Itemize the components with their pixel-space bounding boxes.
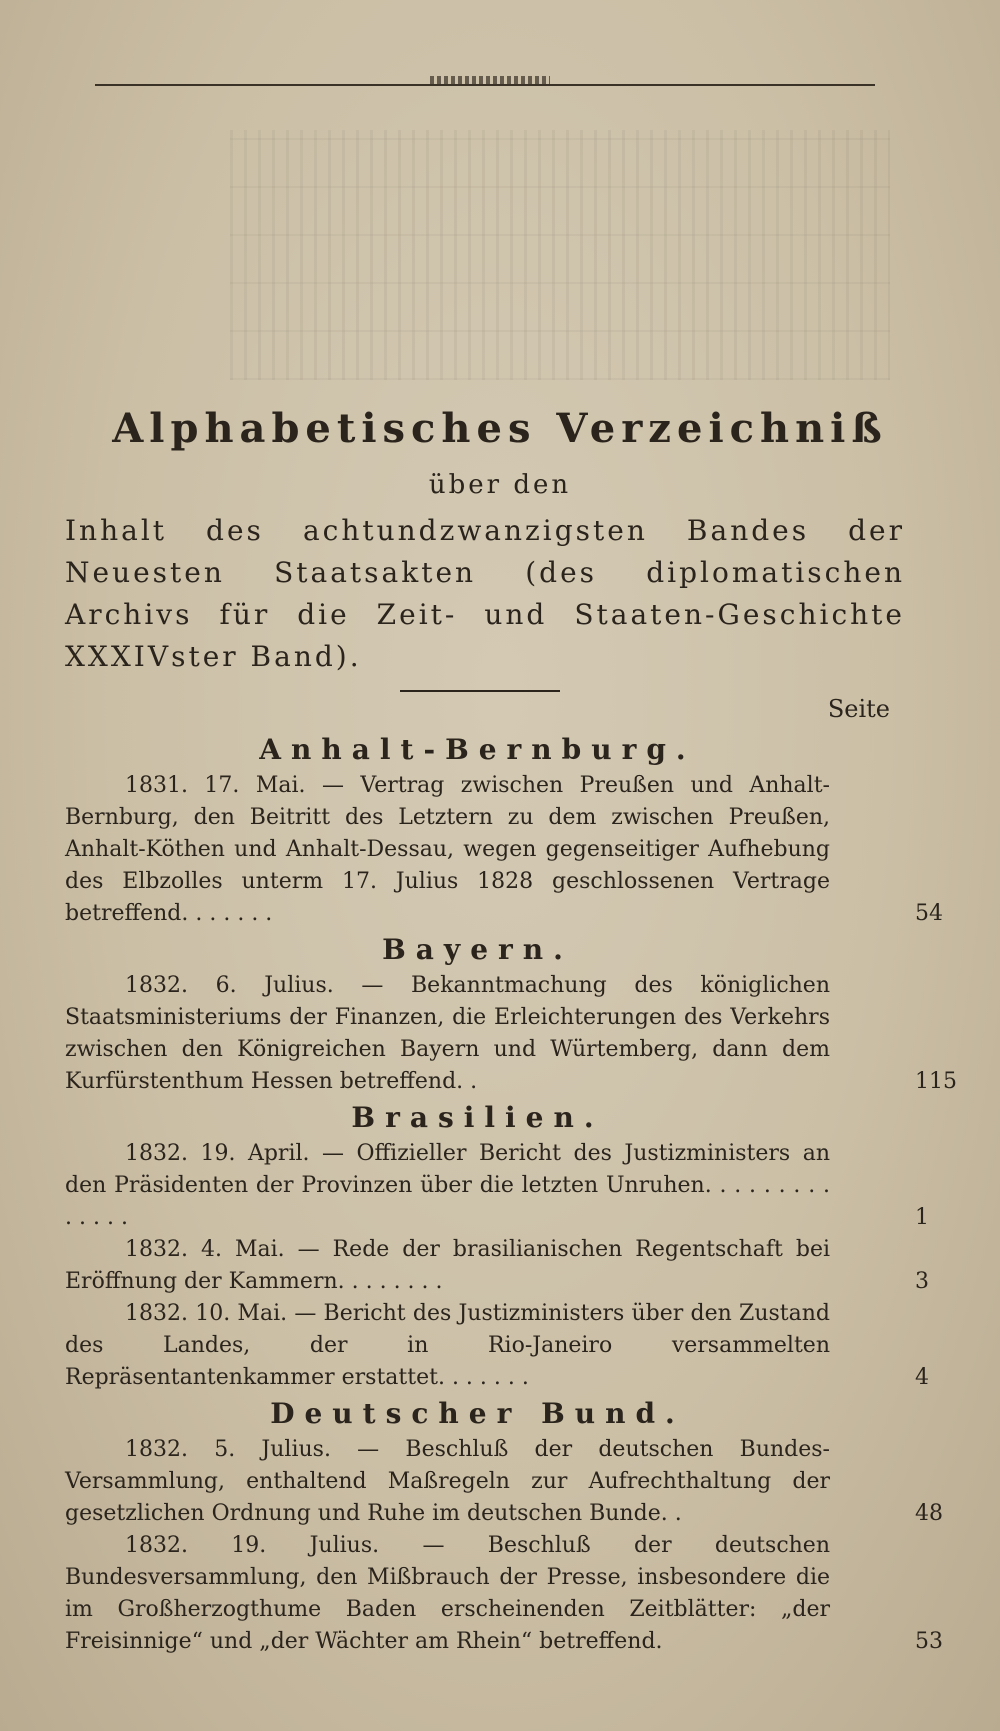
- index-entry: [65, 1434, 943, 1530]
- entry-text: 1832. 19. April. — Offizieller Bericht des Justizministers an den Präsidenten der Provinzen über die letzten Unruhen. . . . . . . . . . . . . .: [65, 1141, 830, 1230]
- index-entry: [65, 770, 943, 930]
- entry-text: 1832. 6. Julius. — Bekanntmachung des königlichen Staatsministeriums der Finanzen, die Erleichterungen des Verkehrs zwischen den Königreichen Bayern und Würtemberg, dann dem Kurfürstenthum Hessen betreffend. .: [65, 973, 830, 1094]
- entry-text: 1832. 19. Julius. — Beschluß der deutschen Bundesversammlung, den Mißbrauch der Presse, insbesondere die im Großherzogthume Baden erscheinenden Zeitblätter: „der Freisinnige“ und „der Wächter am Rhein“ betreffend.: [65, 1533, 830, 1654]
- entry-text: 1831. 17. Mai. — Vertrag zwischen Preußen und Anhalt-Bernburg, den Beitritt des Letztern zu dem zwischen Preußen, Anhalt-Köthen und Anhalt-Dessau, wegen gegenseitiger Aufhebung des Elbzolles unterm 17. Julius 1828 geschlossenen Vertrage betreffend. . . . . . .: [65, 773, 830, 926]
- page-subtitle: Inhalt des achtundzwanzigsten Bandes der Neuesten Staatsakten (des diplomatischen Archivs für die Zeit- und Staaten-Geschichte XXXIVster Band).: [65, 514, 905, 673]
- entry-text: 1832. 5. Julius. — Beschluß der deutschen Bundes-Versammlung, enthaltend Maßregeln zur Aufrechthaltung der gesetzlichen Ordnung und Ruhe im deutschen Bunde. .: [65, 1437, 830, 1526]
- entry-page: 3: [915, 1269, 929, 1294]
- entry-text: 1832. 10. Mai. — Bericht des Justizministers über den Zustand des Landes, der in Rio-Janeiro versammelten Repräsentantenkammer erstattet. . . . . . .: [65, 1301, 830, 1390]
- seite-label: Seite: [827, 695, 890, 723]
- index-entries: [65, 730, 957, 1658]
- section-heading: Anhalt-Bernburg.: [259, 733, 696, 766]
- divider-rule: [400, 690, 560, 692]
- index-entry: [65, 970, 957, 1098]
- section-heading: Brasilien.: [351, 1101, 604, 1134]
- top-ornament: [430, 76, 550, 86]
- entry-page: 48: [915, 1501, 943, 1526]
- index-entry: [65, 1530, 943, 1658]
- section-heading: Deutscher Bund.: [270, 1397, 685, 1430]
- entry-page: 115: [915, 1069, 957, 1094]
- entry-page: 1: [915, 1205, 929, 1230]
- index-entry: [65, 1234, 929, 1298]
- bleed-through-text: [230, 130, 890, 380]
- entry-page: 4: [915, 1365, 929, 1390]
- entry-text: 1832. 4. Mai. — Rede der brasilianischen Regentschaft bei Eröffnung der Kammern. . . . . . . .: [65, 1237, 830, 1294]
- index-entry: [65, 1298, 929, 1394]
- index-entry: [65, 1138, 929, 1234]
- page-title: Alphabetisches Verzeichniß: [112, 405, 888, 452]
- entry-page: 54: [915, 901, 943, 926]
- title-connector: über den: [428, 470, 572, 500]
- entry-page: 53: [915, 1629, 943, 1654]
- section-heading: Bayern.: [382, 933, 573, 966]
